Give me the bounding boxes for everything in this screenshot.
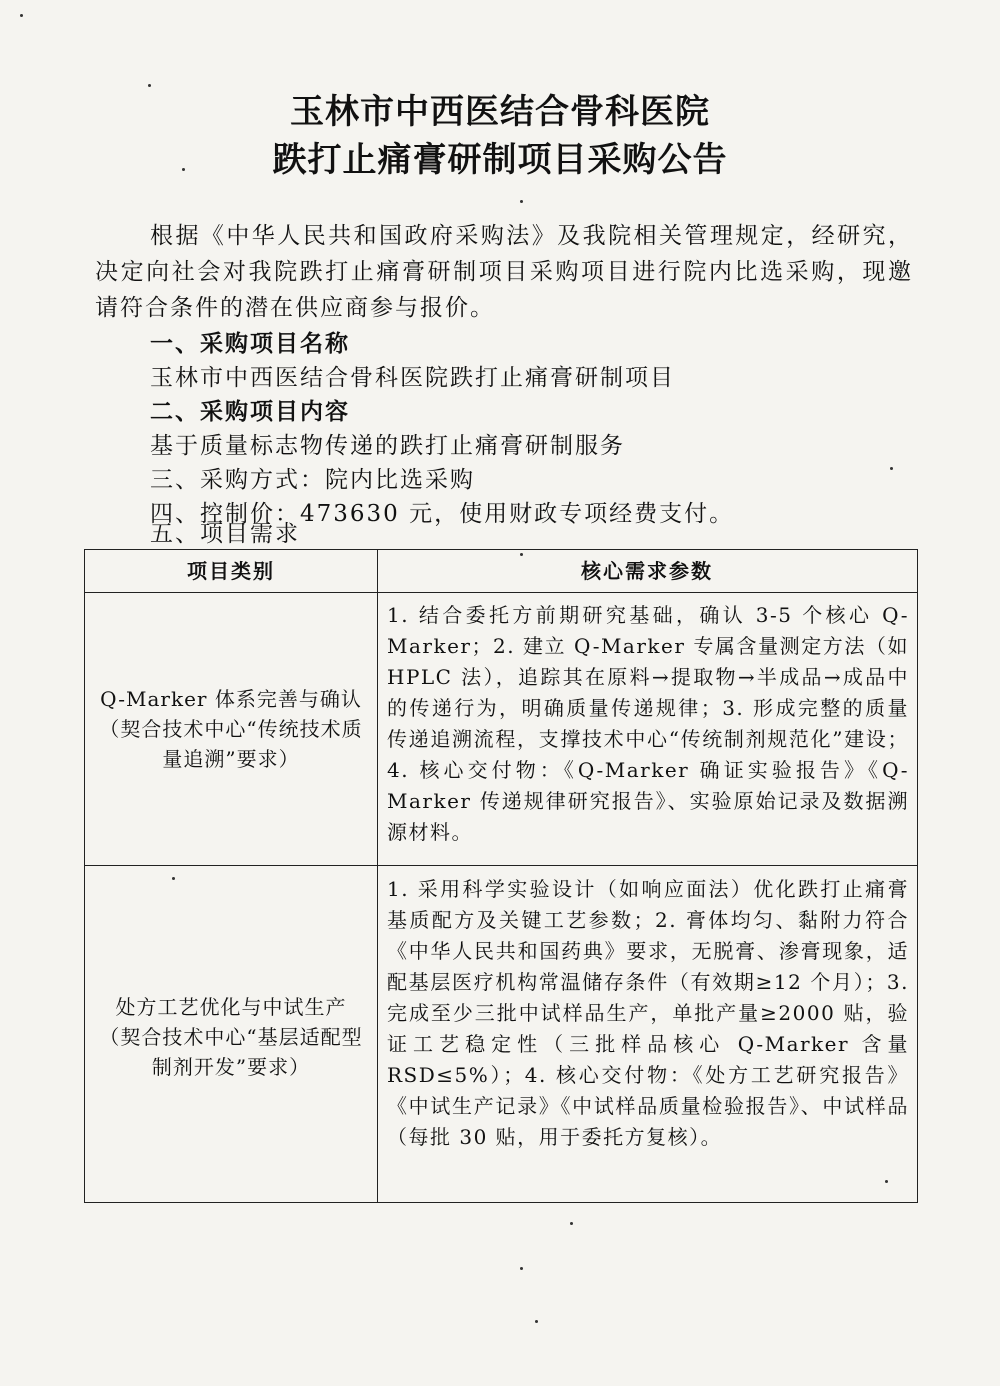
scan-speck	[885, 1180, 888, 1183]
title-line-2: 跌打止痛膏研制项目采购公告	[272, 140, 728, 180]
table-row-2-requirements: 1. 采用科学实验设计（如响应面法）优化跌打止痛膏基质配方及关键工艺参数；2. 膏体均匀、黏附力符合《中华人民共和国药典》要求，无脱膏、渗膏现象，适配基层医疗机构常温储存条件（有效期≥12 个月）；3. 完成至少三批中试样品生产，单批产量≥2000 贴，验证工艺稳定性（三批样品核心 Q-Marker 含量 RSD≤5%）；4. 核心交付物：《处方工艺研究报告》《中试生产记录》《中试样品质量检验报告》、中试样品（每批 30 贴，用于委托方复核）。	[387, 877, 909, 1149]
section-4-text: 四、控制价：473630 元，使用财政专项经费支付。	[150, 501, 735, 527]
scan-speck	[20, 14, 23, 17]
table-header-divider	[85, 592, 917, 593]
section-3-text: 三、采购方式：院内比选采购	[150, 467, 475, 493]
table-header-requirements: 核心需求参数	[581, 559, 713, 583]
table-row-2-category: 处方工艺优化与中试生产（契合技术中心“基层适配型制剂开发”要求）	[99, 995, 363, 1079]
scan-speck	[570, 1222, 573, 1225]
scan-speck	[182, 168, 185, 171]
scan-speck	[520, 553, 523, 556]
intro-paragraph: 根据《中华人民共和国政府采购法》及我院相关管理规定，经研究，决定向社会对我院跌打止痛膏研制项目采购项目进行院内比选采购，现邀请符合条件的潜在供应商参与报价。	[95, 223, 913, 321]
scan-speck	[535, 1320, 538, 1323]
title-line-1: 玉林市中西医结合骨科医院	[290, 92, 710, 132]
scan-speck	[172, 877, 175, 880]
section-1-text: 玉林市中西医结合骨科医院跌打止痛膏研制项目	[150, 365, 675, 391]
section-5-heading: 五、项目需求	[150, 521, 300, 547]
scan-speck	[520, 1267, 523, 1270]
section-1-heading: 一、采购项目名称	[150, 330, 350, 357]
section-2-text: 基于质量标志物传递的跌打止痛膏研制服务	[150, 433, 625, 459]
scan-speck	[520, 200, 523, 203]
table-column-divider	[377, 550, 378, 1202]
requirements-table	[84, 549, 918, 1203]
section-2-heading: 二、采购项目内容	[150, 398, 350, 425]
table-row-divider	[85, 865, 917, 866]
table-row-1-requirements: 1. 结合委托方前期研究基础，确认 3-5 个核心 Q-Marker；2. 建立 Q-Marker 专属含量测定方法（如 HPLC 法），追踪其在原料→提取物→半成品→成品中的传递行为，明确质量传递规律；3. 形成完整的质量传递追溯流程，支撑技术中心“传统制剂规范化”建设；4. 核心交付物：《Q-Marker 确证实验报告》《Q-Marker 传递规律研究报告》、实验原始记录及数据溯源材料。	[387, 603, 909, 844]
scan-speck	[890, 467, 893, 470]
table-header-category: 项目类别	[187, 559, 275, 583]
scan-speck	[148, 84, 151, 87]
table-row-1-category: Q-Marker 体系完善与确认（契合技术中心“传统技术质量追溯”要求）	[99, 687, 363, 771]
